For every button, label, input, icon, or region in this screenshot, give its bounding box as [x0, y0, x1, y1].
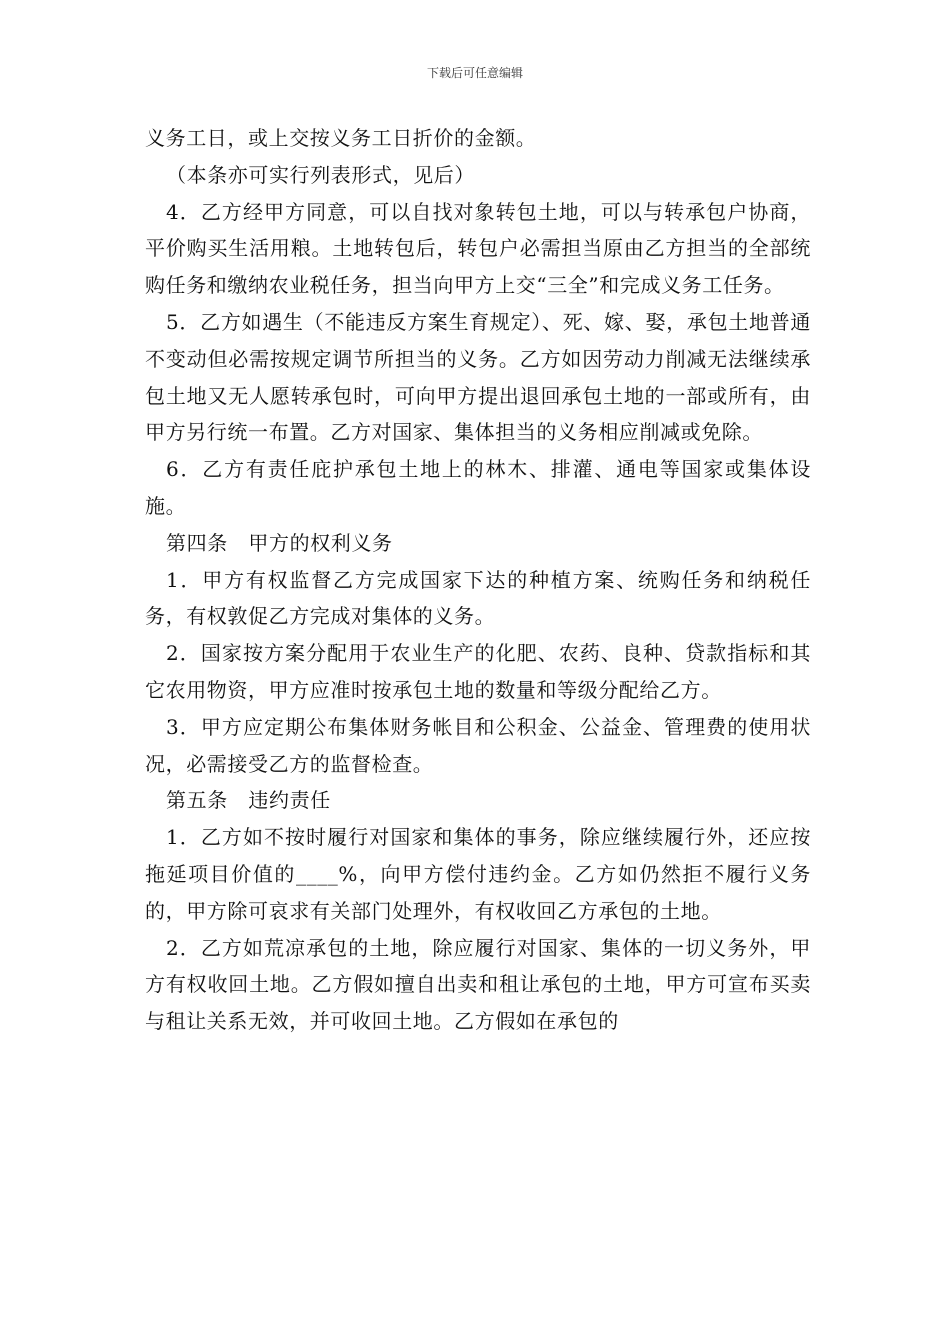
clause-item-1: 1．甲方有权监督乙方完成国家下达的种植方案、统购任务和纳税任务，有权敦促乙方完成对集体的义务。 — [145, 567, 811, 629]
article-heading-5: 第五条 违约责任 — [166, 788, 331, 813]
clause-item-4: 4．乙方经甲方同意，可以自找对象转包土地，可以与转承包户协商，平价购买生活用粮。土地转包后，转包户必需担当原由乙方担当的全部统购任务和缴纳农业税任务，担当向甲方上交“三全”和完成义务工任务。 — [145, 199, 811, 298]
clause-item-6: 6．乙方有责任庇护承包土地上的林木、排灌、通电等国家或集体设施。 — [145, 457, 811, 518]
paragraph-note: （本条亦可实行列表形式，见后） — [166, 162, 475, 187]
paragraph: 义务工日，或上交按义务工日折价的金额。 — [145, 126, 537, 150]
article-heading-4: 第四条 甲方的权利义务 — [166, 530, 393, 555]
clause-item-1: 1．乙方如不按时履行对国家和集体的事务，除应继续履行外，还应按拖延项目价值的____%，向甲方偿付违约金。乙方如仍然拒不履行义务的，甲方除可哀求有关部门处理外，有权收回乙方承包的土地。 — [145, 825, 811, 923]
clause-item-5: 5．乙方如遇生（不能违反方案生育规定）、死、嫁、娶，承包土地普通不变动但必需按规定调节所担当的义务。乙方如因劳动力削减无法继续承包土地又无人愿转承包时，可向甲方提出退回承包土地的一部或所有，由甲方另行统一布置。乙方对国家、集体担当的义务相应削减或免除。 — [145, 309, 811, 445]
clause-item-3: 3．甲方应定期公布集体财务帐目和公积金、公益金、管理费的使用状况，必需接受乙方的监督检查。 — [145, 714, 811, 776]
document-body — [145, 120, 811, 1040]
page-header: 下载后可任意编辑 — [426, 66, 523, 80]
clause-item-2: 2．国家按方案分配用于农业生产的化肥、农药、良种、贷款指标和其它农用物资，甲方应准时按承包土地的数量和等级分配给乙方。 — [145, 641, 811, 702]
clause-item-2: 2．乙方如荒凉承包的土地，除应履行对国家、集体的一切义务外，甲方有权收回土地。乙方假如擅自出卖和租让承包的土地，甲方可宣布买卖与租让关系无效，并可收回土地。乙方假如在承包的 — [145, 935, 811, 1034]
